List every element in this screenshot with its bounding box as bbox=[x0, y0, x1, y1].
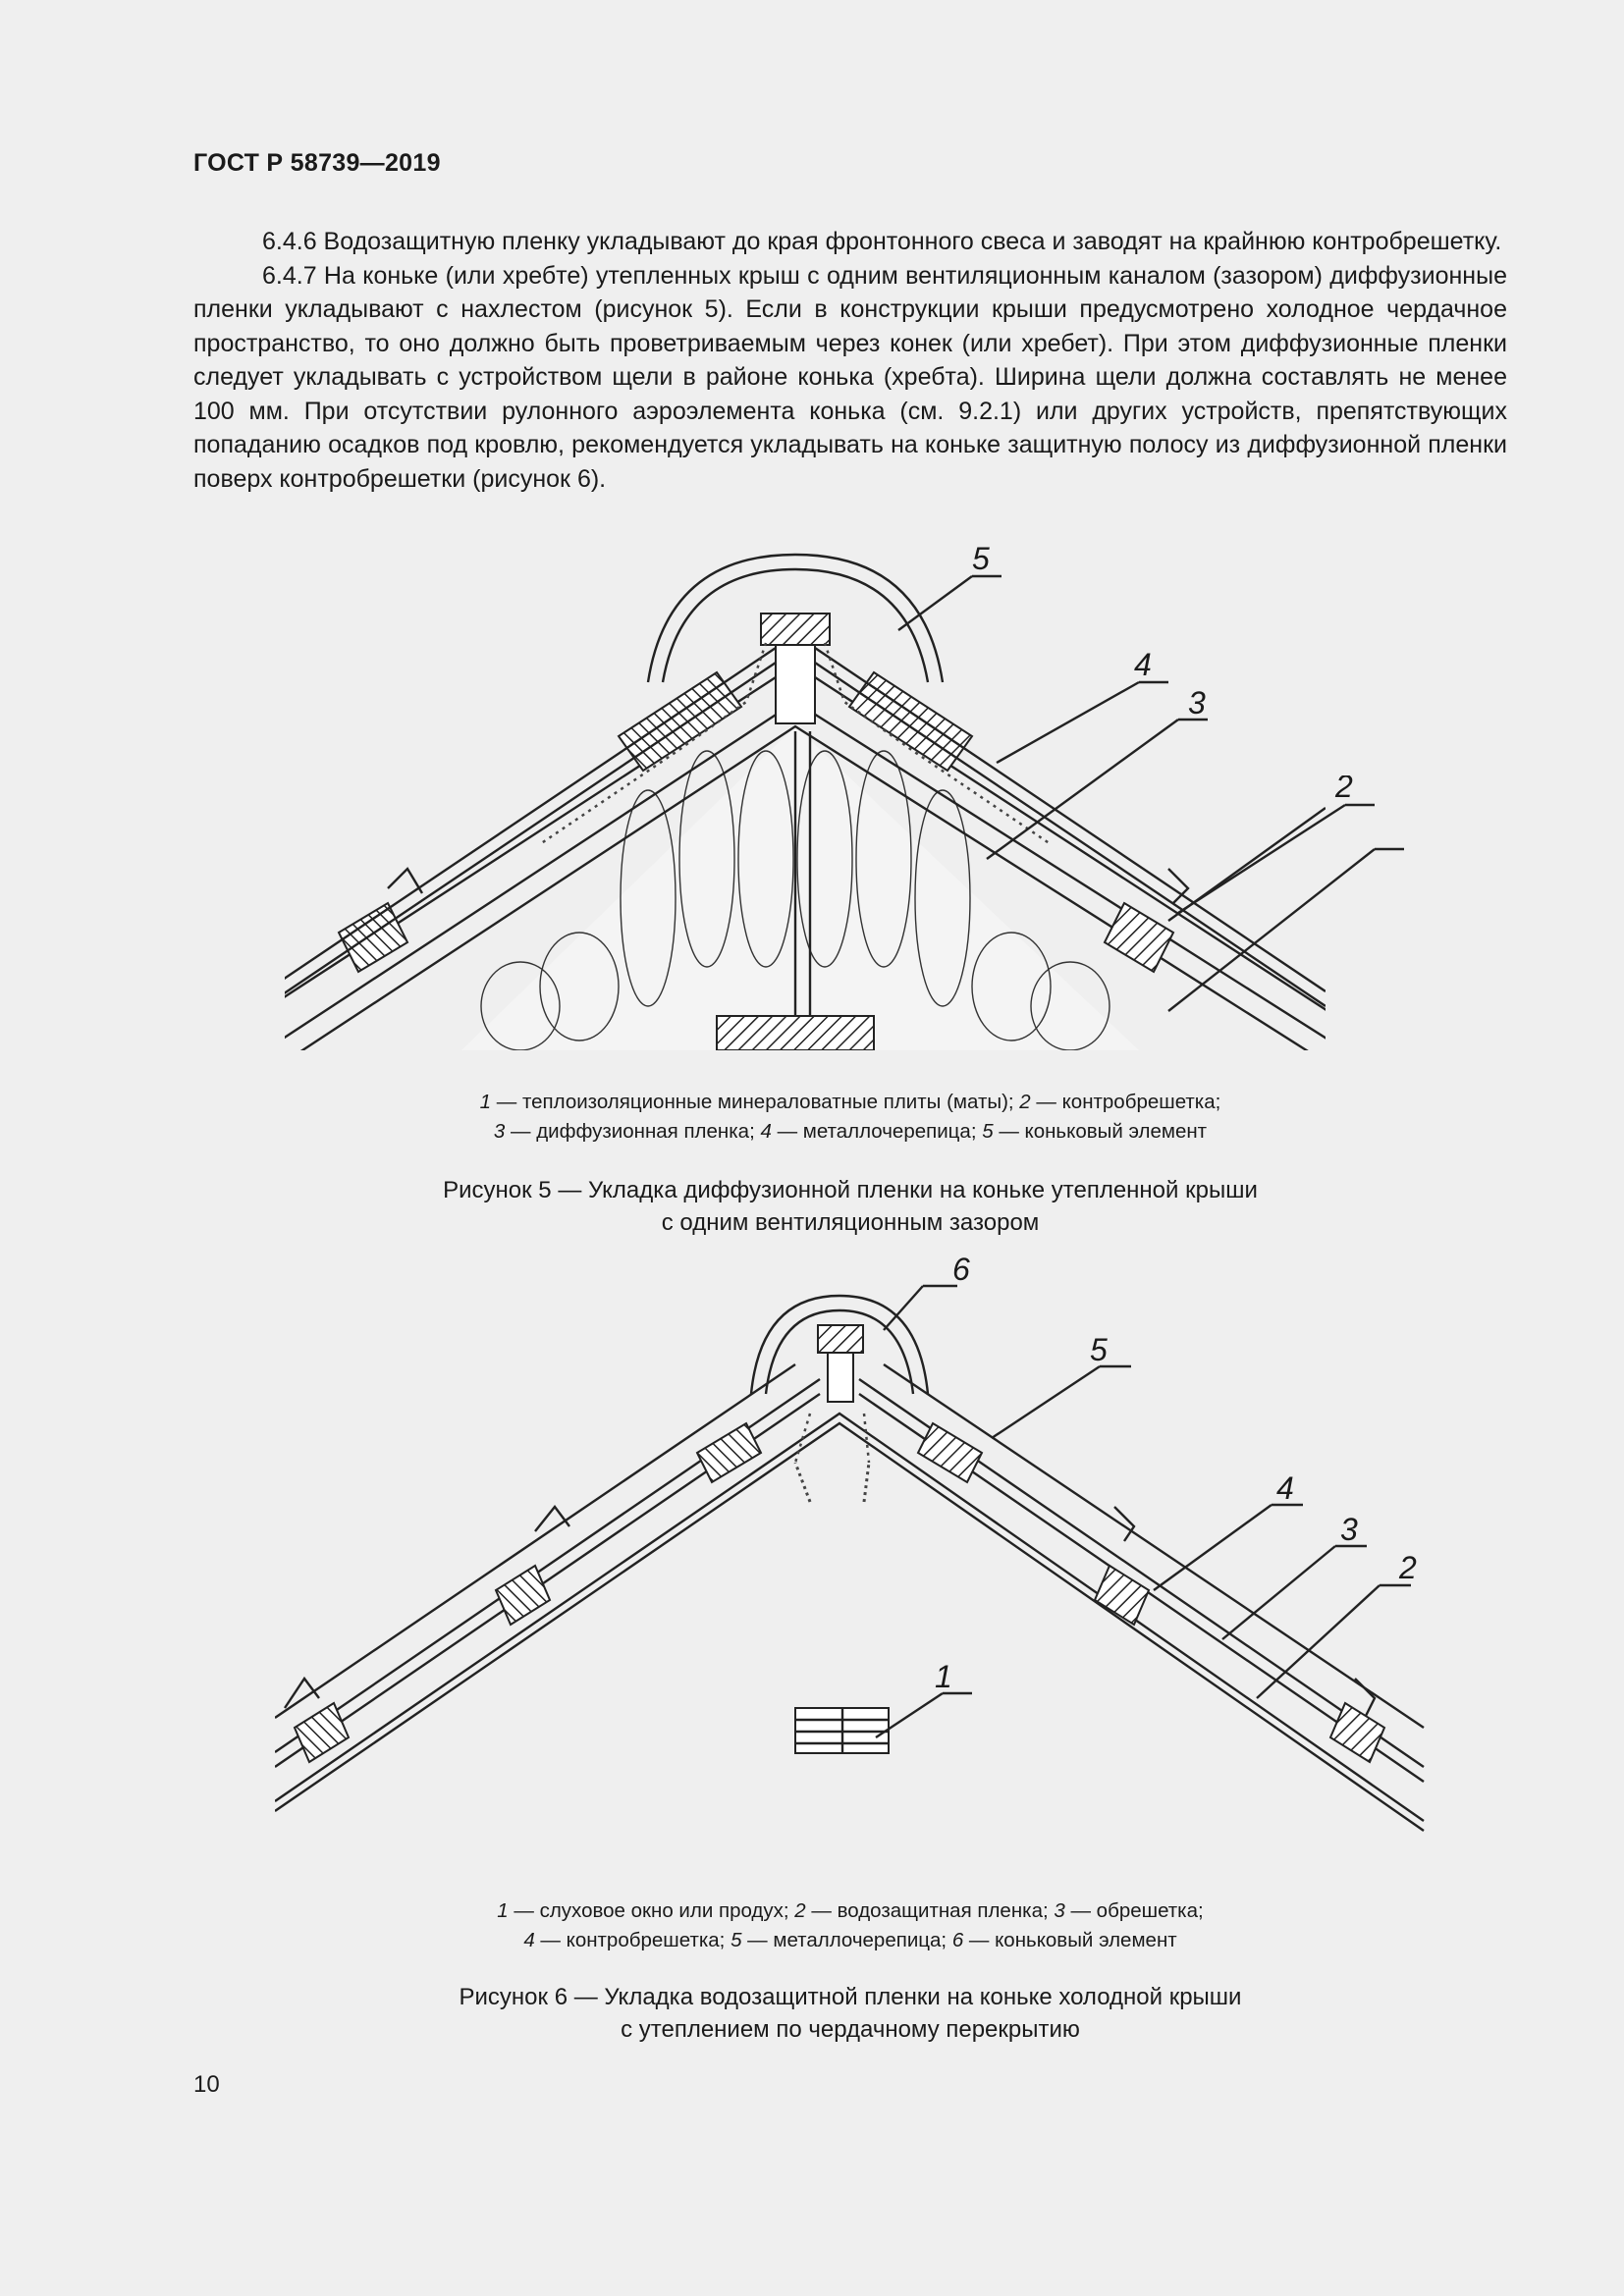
legend5-num-4: 4 bbox=[760, 1120, 772, 1143]
legend6-num-1: 1 bbox=[497, 1899, 509, 1922]
attic-vent-symbol bbox=[795, 1708, 889, 1753]
legend6-text-4: — контробрешетка; bbox=[534, 1929, 731, 1951]
fig5-label-2: 2 bbox=[1335, 775, 1353, 804]
fig6-label-1: 1 bbox=[935, 1659, 952, 1694]
fig5-label-3: 3 bbox=[1188, 685, 1206, 721]
fig6-label-5: 5 bbox=[1090, 1332, 1108, 1367]
paragraph-6-4-7: 6.4.7 На коньке (или хребте) утепленных крыш с одним вентиляционным каналом (зазором) диффузионные пленки укладывают с нахлестом (рисунок 5). Если в конструкции крыши предусмотрено холодное чердачное пространство, то оно должно быть проветриваемым через конек (или хребет). При этом диффузионные пленки следует укладывать с устройством щели в районе конька (хребта). Ширина щели должна составлять не менее 100 мм. При отсутствии рулонного аэроэлемента конька (см. 9.2.1) или других устройств, препятствующих попаданию осадков под кровлю, рекомендуется укладывать на коньке защитную полосу из диффузионной пленки поверх контробрешетки (рисунок 6). bbox=[193, 261, 1507, 493]
document-header: ГОСТ Р 58739—2019 bbox=[193, 149, 441, 177]
figure-6-caption bbox=[193, 1981, 1507, 2046]
legend6-text-1: — слуховое окно или продух; bbox=[508, 1899, 795, 1922]
legend5-num-5: 5 bbox=[982, 1120, 994, 1143]
fig5-label-5: 5 bbox=[972, 545, 990, 576]
legend5-text-4: — металлочерепица; bbox=[771, 1120, 983, 1143]
legend5-text-1: — теплоизоляционные минераловатные плиты (маты); bbox=[491, 1091, 1020, 1113]
roof-slopes bbox=[275, 1364, 1424, 1831]
legend6-text-6: — коньковый элемент bbox=[963, 1929, 1177, 1951]
legend5-text-2: — контробрешетка; bbox=[1030, 1091, 1221, 1113]
legend6-text-5: — металлочерепица; bbox=[741, 1929, 952, 1951]
legend5-num-1: 1 bbox=[479, 1091, 492, 1113]
figure-5-caption-line1: Рисунок 5 — Укладка диффузионной пленки на коньке утепленной крыши bbox=[443, 1177, 1258, 1203]
legend6-num-2: 2 bbox=[794, 1899, 806, 1922]
body-text bbox=[193, 225, 1507, 496]
legend5-text-5: — коньковый элемент bbox=[993, 1120, 1208, 1143]
figure-5-caption bbox=[193, 1174, 1507, 1239]
legend6-text-3: — обрешетка; bbox=[1064, 1899, 1204, 1922]
legend6-num-3: 3 bbox=[1054, 1899, 1065, 1922]
legend6-text-2: — водозащитная пленка; bbox=[805, 1899, 1055, 1922]
fig6-label-6: 6 bbox=[952, 1256, 970, 1287]
figure-6-legend bbox=[193, 1896, 1507, 1955]
paragraph-6-4-6: 6.4.6 Водозащитную пленку укладывают до края фронтонного свеса и заводят на крайнюю контробрешетку. bbox=[262, 228, 1502, 255]
insulation-mats bbox=[461, 726, 1139, 1050]
fig5-label-4: 4 bbox=[1134, 647, 1152, 682]
legend6-num-6: 6 bbox=[951, 1929, 964, 1951]
figure-5-legend bbox=[193, 1088, 1507, 1147]
page-number: 10 bbox=[193, 2071, 220, 2098]
legend5-text-3: — диффузионная пленка; bbox=[505, 1120, 761, 1143]
figure-5-leaders bbox=[1129, 775, 1424, 1031]
figure-6-drawing bbox=[275, 1256, 1434, 1845]
figure-6-caption-line1: Рисунок 6 — Укладка водозащитной пленки на коньке холодной крыши bbox=[459, 1984, 1242, 2010]
legend5-num-2: 2 bbox=[1019, 1091, 1031, 1113]
fig6-label-2: 2 bbox=[1399, 1550, 1417, 1585]
legend6-num-4: 4 bbox=[523, 1929, 535, 1951]
fig6-label-3: 3 bbox=[1340, 1512, 1358, 1547]
figure-5-caption-line2: с одним вентиляционным зазором bbox=[661, 1209, 1040, 1236]
fig6-label-4: 4 bbox=[1276, 1470, 1294, 1506]
legend6-num-5: 5 bbox=[731, 1929, 742, 1951]
figure-6-caption-line2: с утеплением по чердачному перекрытию bbox=[621, 2016, 1080, 2043]
legend5-num-3: 3 bbox=[493, 1120, 506, 1143]
figure-6-labels bbox=[876, 1256, 1417, 1737]
